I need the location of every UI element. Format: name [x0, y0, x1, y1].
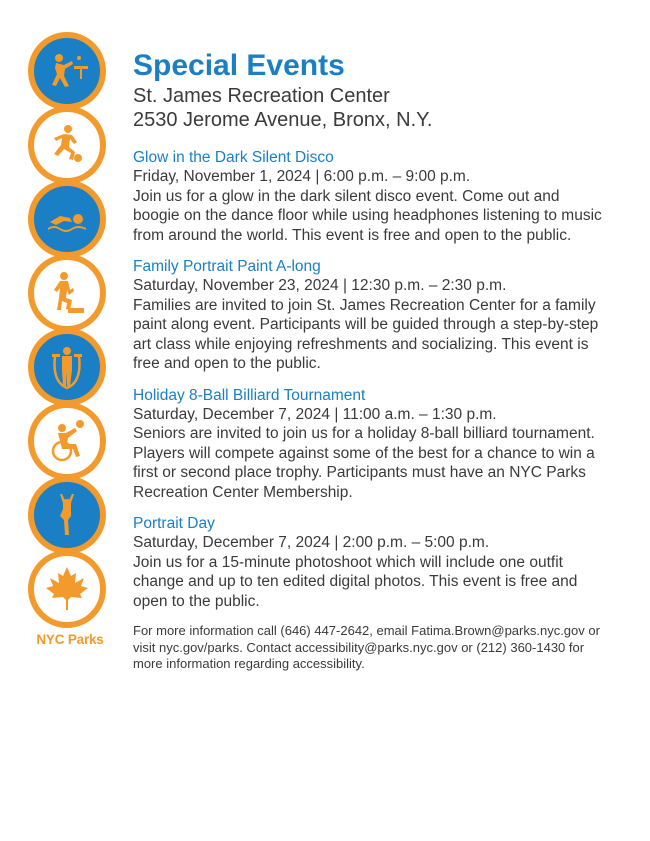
location-name: St. James Recreation Center [133, 85, 390, 107]
event-date: Saturday, December 7, 2024 | 2:00 p.m. – 5:00 p.m. [133, 534, 490, 551]
yoga-icon [28, 476, 106, 554]
event-description: Families are invited to join St. James Recreation Center for a family paint along event. Participants will be guided through a step-by-step art class while enjoying refreshments and socializing. This event is free and open to the public. [133, 296, 599, 372]
fitness-step-icon [28, 254, 106, 332]
soccer-icon [28, 106, 106, 184]
maple-leaf-icon [28, 550, 106, 628]
event-title: Family Portrait Paint A-long [133, 258, 321, 275]
wheelchair-basketball-icon [28, 402, 106, 480]
location-address: 2530 Jerome Avenue, Bronx, N.Y. [133, 109, 433, 131]
event-date: Saturday, November 23, 2024 | 12:30 p.m. – 2:30 p.m. [133, 277, 507, 294]
contact-info: For more information call (646) 447-2642, email Fatima.Brown@parks.nyc.gov or visit nyc.gov/parks. Contact accessibility@parks.nyc.gov or (212) 360-1430 for more information regarding accessibility. [133, 623, 600, 671]
swimming-icon [28, 180, 106, 258]
event-description: Seniors are invited to join us for a holiday 8-ball billiard tournament. Players will compete against some of the best for a chance to win a first or second place trophy. Participants must have an NYC Parks Recreation Center Membership. [133, 425, 595, 501]
event-item [133, 257, 603, 374]
event-item [133, 386, 603, 503]
flyer-content [133, 48, 603, 673]
event-date: Saturday, December 7, 2024 | 11:00 a.m. – 1:30 p.m. [133, 405, 497, 423]
event-item [133, 514, 603, 611]
jump-rope-icon [28, 328, 106, 406]
event-title: Portrait Day [133, 515, 215, 532]
nyc-parks-logo-text: NYC Parks [36, 632, 104, 647]
event-description: Join us for a glow in the dark silent disco event. Come out and boogie on the dance floor while using headphones listening to music from around the world. This event is free and open to the public. [133, 187, 602, 244]
event-list [133, 148, 603, 611]
event-title: Holiday 8-Ball Billiard Tournament [133, 386, 366, 404]
event-description: Join us for a 15-minute photoshoot which will include one outfit change and up to ten edited digital photos. This event is free and open to the public. [133, 553, 578, 610]
event-item [133, 148, 603, 245]
event-title: Glow in the Dark Silent Disco [133, 149, 334, 166]
page-title: Special Events [133, 49, 345, 82]
ping-pong-icon [28, 32, 106, 110]
event-date: Friday, November 1, 2024 | 6:00 p.m. – 9:00 p.m. [133, 168, 471, 185]
